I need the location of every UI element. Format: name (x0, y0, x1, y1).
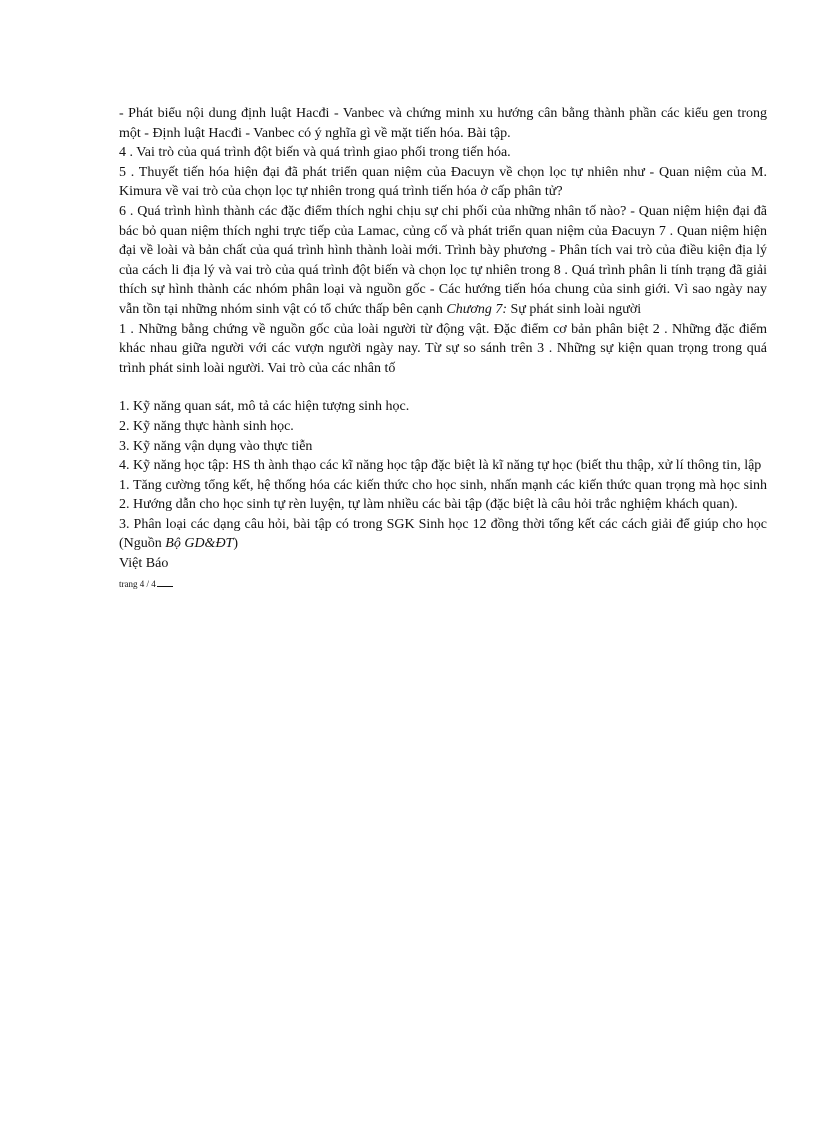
skill-item-3: 3. Kỹ năng vận dụng vào thực tiễn (119, 438, 313, 454)
method-item-1-2: 1. Tăng cường tổng kết, hệ thống hóa các kiến thức cho học sinh, nhấn mạnh các kiến thức quan trọng mà học sinh 2. Hướng dẫn cho học sinh tự rèn luyện, tự làm nhiều các bài tập (đặc biệt là câu hỏi trắc nghiệm khách quan). (119, 477, 767, 513)
paragraph-human-origin: 1 . Những bằng chứng về nguồn gốc của loài người từ động vật. Đặc điểm cơ bản phân biệt 2 . Những đặc điểm khác nhau giữa người với các vượn người ngày nay. Từ sự so sánh trên 3 . Những sự kiện quan trọng trong quá trình phát sinh loài người. Vai trò của các nhân tố (119, 321, 767, 376)
paragraph-question-6-8 (119, 202, 767, 320)
skill-item-2: 2. Kỹ năng thực hành sinh học. (119, 418, 294, 434)
page-number: trang 4 / 4 (119, 578, 156, 589)
source-label: Việt Báo (119, 556, 169, 572)
document-page (119, 104, 767, 590)
page-footer (119, 578, 767, 590)
paragraph-text: 6 . Quá trình hình thành các đặc điểm thích nghi chịu sự chi phối của những nhân tố nào? - Quan niệm hiện đại đã bác bỏ quan niệm thích nghi trực tiếp của Lamac, củng cố và phát triển quan niệm của Đacuyn 7 . Quan niệm hiện đại về loài và bản chất của quá trình hình thành loài mới. Trình bày phương - Phân tích vai trò của điều kiện địa lý của cách li địa lý và vai trò của quá trình đột biến và chọn lọc tự nhiên trong 8 . Quá trình phân li tính trạng đã giải thích sự hình thành các nhóm phân loại và nguồn gốc - Các hướng tiến hóa chung của sinh giới. Vì sao ngày nay vẫn tồn tại những nhóm sinh vật có tổ chức thấp bên cạnh (119, 203, 767, 317)
paragraph-hardy-weinberg: - Phát biểu nội dung định luật Hacđi - Vanbec và chứng minh xu hướng cân bằng thành phần các kiểu gen trong một - Định luật Hacđi - Vanbec có ý nghĩa gì về mặt tiến hóa. Bài tập. (119, 106, 767, 141)
chapter-heading: Chương 7: (446, 301, 507, 317)
paragraph-question-5: 5 . Thuyết tiến hóa hiện đại đã phát triển quan niệm của Đacuyn về chọn lọc tự nhiên như - Quan niệm của M. Kimura về vai trò của chọn lọc tự nhiên trong quá trình tiến hóa ở cấp phân tử? (119, 164, 767, 200)
paragraph-question-4: 4 . Vai trò của quá trình đột biến và quá trình giao phối trong tiến hóa. (119, 145, 511, 161)
spacer (119, 378, 767, 397)
source-ministry: Bộ GD&ĐT (165, 536, 234, 552)
chapter-title: Sự phát sinh loài người (507, 301, 642, 317)
footer-underline (157, 586, 173, 587)
closing-paren: ) (233, 536, 239, 552)
skill-item-1: 1. Kỹ năng quan sát, mô tả các hiện tượng sinh học. (119, 399, 410, 415)
method-item-3 (119, 515, 767, 554)
method-text: 3. Phân loại các dạng câu hỏi, bài tập có trong SGK Sinh học 12 đồng thời tổng kết các cách giải để giúp cho học (Nguồn (119, 516, 767, 552)
skill-item-4: 4. Kỹ năng học tập: HS th ành thạo các kĩ năng học tập đặc biệt là kĩ năng tự học (biết thu thập, xử lí thông tin, lập (119, 458, 762, 474)
